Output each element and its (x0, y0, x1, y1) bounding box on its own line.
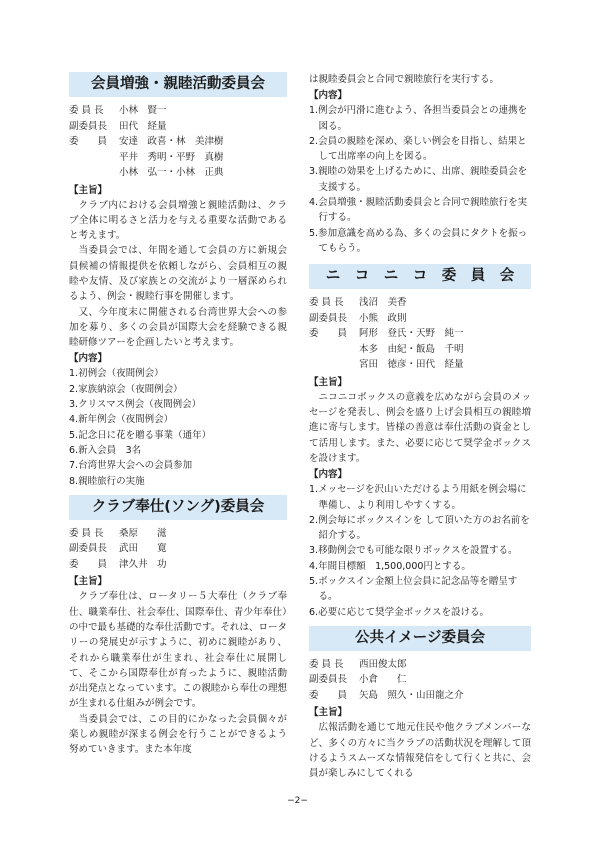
member-row (69, 165, 287, 181)
member-names: 小倉 仁 (359, 674, 407, 686)
section-title: ニ コ ニ コ 委 員 会 (309, 264, 531, 289)
member-row (69, 103, 287, 119)
member-role: 副委員長 (309, 312, 348, 324)
purpose-paragraph: ニコニコボックスの意義を広めながら会員のメッセージを発表し、例会を盛り上げ会員相互の親睦増進に寄与します。皆様の善意は奉仕活動の資金として活用します。また、必要に応じて奨学金ボックスを設けます。 (309, 391, 531, 464)
member-list (309, 657, 531, 704)
member-role: 委 員 長 (69, 105, 104, 116)
member-role (309, 357, 359, 373)
member-role: 委 員 (69, 558, 108, 570)
member-row (309, 657, 531, 673)
content-item: 1.例会が円滑に進むよう、各担当委員会との連携を図る。 (309, 105, 528, 132)
content-item: 2.家族納涼会（夜間例会） (69, 383, 183, 395)
purpose-heading: 【主旨】 (69, 184, 108, 196)
purpose-paragraph: クラブ奉仕は、ロータリー５大奉仕（クラブ奉仕、職業奉仕、社会奉仕、国際奉仕、青少年奉仕）の中で最も基礎的な奉仕活動です。それは、ロータリーの発展史が示すように、初めに親睦があり、それから職業奉仕が生まれ、社会奉仕に展開して、そこから国際奉仕が育ったように、親睦活動が出発点となっています。この親睦から奉仕の理想が生まれる仕組みが例会です。 (69, 591, 287, 710)
member-list (309, 295, 531, 373)
member-row (309, 357, 531, 373)
content-heading: 【内容】 (309, 90, 348, 102)
member-names: 矢島 照久・山田龍之介 (359, 689, 464, 701)
content-item: 3.親睦の効果を上げるために、出席、親睦委員会を支援する。 (309, 166, 528, 193)
member-names: 小林 弘一・小林 正典 (119, 167, 224, 178)
content-item: 4.会員増強・親睦活動委員会と合同で親睦旅行を実行する。 (309, 197, 528, 224)
member-role (309, 342, 359, 358)
member-row (69, 526, 287, 542)
member-role: 委 員 長 (309, 297, 344, 309)
right-column (309, 72, 531, 782)
content-list (309, 482, 531, 620)
member-names: 田代 経量 (119, 120, 167, 132)
member-row (309, 672, 531, 688)
content-item: 4.新年例会（夜間例会） (69, 414, 174, 426)
member-row (69, 119, 287, 135)
member-role (69, 165, 119, 181)
content-item: 3.クリスマス例会（夜間例会） (69, 399, 202, 411)
content-item: 4.年間目標額 1,500,000円とする。 (309, 560, 471, 572)
member-role: 副委員長 (69, 543, 108, 555)
content-item: 7.台湾世界大会への会員参加 (69, 460, 193, 472)
member-names: 武田 寛 (119, 543, 167, 555)
member-names: 宮田 徳彦・田代 経量 (359, 359, 464, 371)
purpose-paragraph-continuation: は親睦委員会と合同で親睦旅行を実行する。 (309, 74, 500, 85)
member-row (69, 150, 287, 166)
member-names: 津久井 功 (119, 558, 167, 570)
content-heading: 【内容】 (69, 353, 108, 365)
member-role: 副委員長 (69, 120, 108, 132)
purpose-paragraph: 又、今年度末に開催される台湾世界大会への参加を募り、多くの会員が国際大会を経験できる親睦研修ツアーを企画したいと考えます。 (69, 306, 287, 349)
section-title: 会員増強・親睦活動委員会 (69, 72, 287, 97)
content-item: 6.新入会員 3名 (69, 444, 142, 456)
purpose-paragraph-continued: 当委員会では、この目的にかなった会員個々が楽しめ親睦が深まる例会を行うことができるよう努めていきます。また本年度 (69, 713, 287, 756)
member-role: 委 員 (309, 328, 348, 340)
content-item: 5.参加意識を高める為、多くの会員にタクトを振ってもらう。 (309, 227, 528, 254)
purpose-paragraph: 当委員会では、年間を通して会員の方に新規会員候補の情報提供を依頼しながら、会員相互の親睦や友情、及び家族との交流がより一層深められるよう、例会・親睦行事を開催します。 (69, 245, 287, 303)
member-row (309, 326, 531, 342)
member-names: 小熊 政則 (359, 312, 407, 324)
member-names: 阿形 登氏・天野 純一 (359, 328, 464, 340)
member-role: 副委員長 (309, 674, 348, 686)
content-item: 5.ボックスイン金額上位会員に記念品等を贈呈する。 (309, 576, 518, 603)
content-list (69, 366, 287, 488)
member-role: 委 員 (309, 689, 348, 701)
content-item: 3.移動例会でも可能な限りボックスを設置する。 (309, 545, 518, 557)
member-row (69, 541, 287, 557)
member-row (309, 311, 531, 327)
content-item: 8.親睦旅行の実施 (69, 475, 145, 487)
content-item: 1.メッセージを沢山いただけるよう用紙を例会場に準備し、より利用しやすくする。 (309, 484, 527, 511)
member-role: 委 員 長 (69, 527, 104, 539)
content-item: 2.例会毎にボックスインを して頂いた方のお名前を紹介する。 (309, 514, 530, 542)
purpose-paragraph: クラブ内における会員増強と親睦活動は、クラブ全体に明るさと活力を与える重要な活動であると考えます。 (69, 199, 287, 242)
member-names: 本多 由紀・飯島 千明 (359, 343, 464, 355)
member-list (69, 526, 287, 573)
left-column (69, 72, 287, 758)
content-item: 5.記念日に花を贈る事業（通年） (69, 429, 212, 441)
purpose-paragraph: 広報活動を通じて地元住民や他クラブメンバーなど、多くの方々に当クラブの活動状況を理解して頂けるようスムーズな情報発信をして行くと共に、会員が楽しみにしてくれる (309, 722, 531, 780)
member-list (69, 103, 287, 181)
member-names: 小林 賢一 (119, 105, 167, 116)
member-role: 委 員 (69, 136, 108, 147)
member-row (309, 688, 531, 704)
section-title: クラブ奉仕(ソング)委員会 (69, 495, 287, 520)
content-list (309, 103, 531, 256)
member-row (309, 295, 531, 311)
member-role (69, 150, 119, 166)
page-number: −2− (287, 796, 308, 806)
purpose-heading: 【主旨】 (309, 707, 348, 719)
member-role: 委 員 長 (309, 658, 344, 670)
member-names: 安達 政喜・林 美津樹 (119, 136, 224, 147)
section-title: 公共イメージ委員会 (309, 626, 531, 651)
content-item: 6.必要に応じて奨学金ボックスを設ける。 (309, 606, 489, 618)
member-names: 平井 秀明・平野 真樹 (119, 151, 224, 163)
member-names: 桑原 滋 (119, 527, 167, 539)
purpose-heading: 【主旨】 (309, 376, 348, 388)
member-names: 浅沼 美香 (359, 297, 407, 309)
member-row (69, 557, 287, 573)
content-item: 2.会員の親睦を深め、楽しい例会を目指し、結果として出席率の向上を図る。 (309, 135, 527, 163)
content-heading: 【内容】 (309, 469, 348, 481)
content-item: 1.初例会（夜間例会） (69, 368, 164, 380)
purpose-heading: 【主旨】 (69, 576, 108, 588)
member-row (309, 342, 531, 358)
member-row (69, 134, 287, 150)
member-names: 西田俊太郎 (359, 658, 407, 670)
